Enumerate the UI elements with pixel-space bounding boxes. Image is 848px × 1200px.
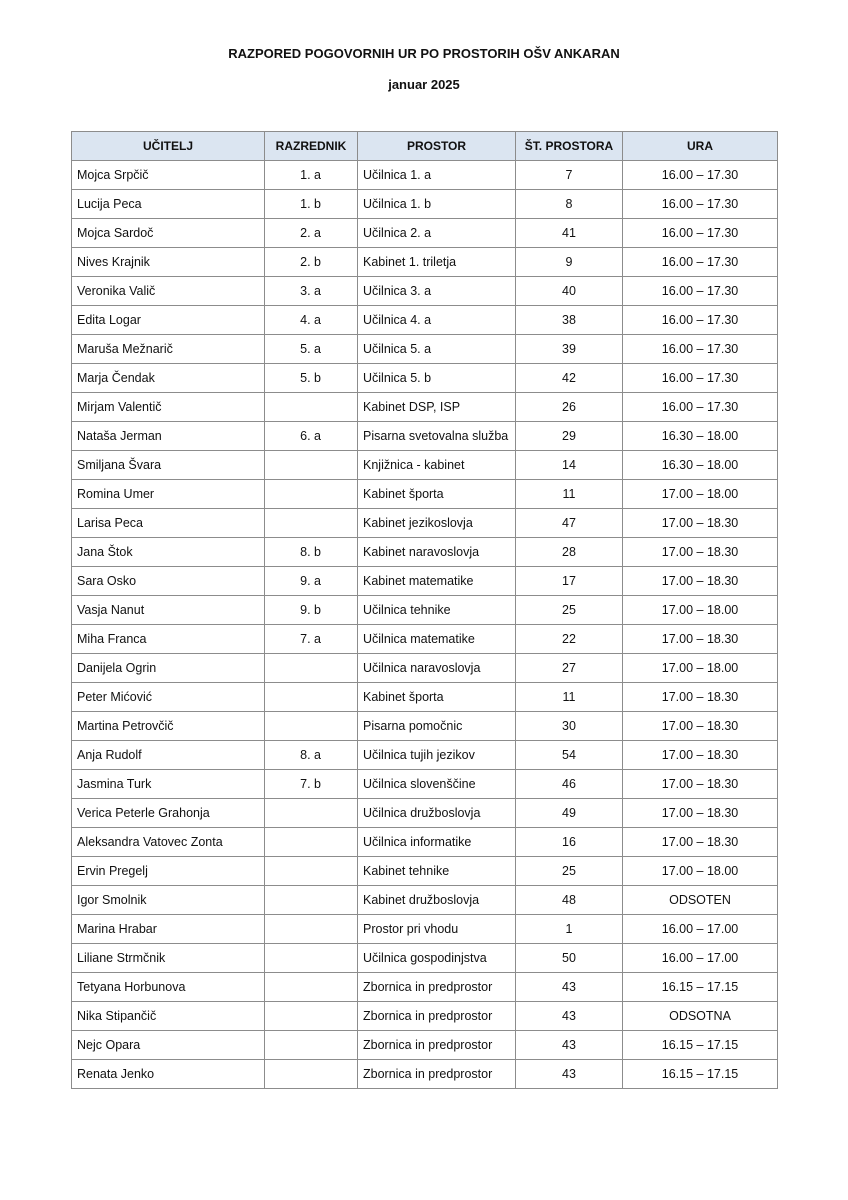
cell-room-number: 11: [516, 480, 623, 509]
cell-room: Učilnica slovenščine: [358, 770, 516, 799]
cell-class-teacher: [265, 712, 358, 741]
cell-class-teacher: 2. a: [265, 219, 358, 248]
cell-room-number: 26: [516, 393, 623, 422]
cell-teacher: Sara Osko: [72, 567, 265, 596]
cell-room-number: 41: [516, 219, 623, 248]
cell-teacher: Martina Petrovčič: [72, 712, 265, 741]
cell-time: 17.00 – 18.00: [623, 857, 778, 886]
cell-teacher: Mojca Srpčič: [72, 161, 265, 190]
cell-teacher: Marja Čendak: [72, 364, 265, 393]
cell-teacher: Jasmina Turk: [72, 770, 265, 799]
cell-teacher: Ervin Pregelj: [72, 857, 265, 886]
cell-class-teacher: [265, 1031, 358, 1060]
cell-teacher: Tetyana Horbunova: [72, 973, 265, 1002]
table-row: [72, 625, 778, 654]
col-header-time: URA: [623, 132, 778, 161]
cell-room: Učilnica 1. a: [358, 161, 516, 190]
cell-room: Kabinet družboslovja: [358, 886, 516, 915]
cell-time: 16.00 – 17.30: [623, 219, 778, 248]
table-row: [72, 393, 778, 422]
table-row: [72, 886, 778, 915]
table-row: [72, 944, 778, 973]
cell-class-teacher: 4. a: [265, 306, 358, 335]
cell-teacher: Miha Franca: [72, 625, 265, 654]
cell-class-teacher: [265, 654, 358, 683]
cell-room: Pisarna pomočnic: [358, 712, 516, 741]
col-header-class-teacher: RAZREDNIK: [265, 132, 358, 161]
cell-teacher: Aleksandra Vatovec Zonta: [72, 828, 265, 857]
table-row: [72, 1031, 778, 1060]
cell-time: 17.00 – 18.00: [623, 654, 778, 683]
cell-time: ODSOTNA: [623, 1002, 778, 1031]
cell-room-number: 11: [516, 683, 623, 712]
cell-class-teacher: [265, 915, 358, 944]
table-row: [72, 335, 778, 364]
cell-room-number: 43: [516, 1060, 623, 1089]
cell-teacher: Igor Smolnik: [72, 886, 265, 915]
cell-teacher: Smiljana Švara: [72, 451, 265, 480]
table-row: [72, 364, 778, 393]
cell-teacher: Maruša Mežnarič: [72, 335, 265, 364]
cell-teacher: Danijela Ogrin: [72, 654, 265, 683]
table-row: [72, 219, 778, 248]
cell-room-number: 46: [516, 770, 623, 799]
cell-time: 17.00 – 18.30: [623, 567, 778, 596]
cell-time: 16.00 – 17.30: [623, 248, 778, 277]
cell-room-number: 42: [516, 364, 623, 393]
table-row: [72, 538, 778, 567]
table-row: [72, 712, 778, 741]
cell-room: Pisarna svetovalna služba: [358, 422, 516, 451]
table-row: [72, 422, 778, 451]
cell-room-number: 47: [516, 509, 623, 538]
cell-class-teacher: [265, 683, 358, 712]
cell-room: Kabinet matematike: [358, 567, 516, 596]
cell-teacher: Edita Logar: [72, 306, 265, 335]
cell-time: 17.00 – 18.00: [623, 596, 778, 625]
col-header-room-number: ŠT. PROSTORA: [516, 132, 623, 161]
cell-time: 17.00 – 18.30: [623, 683, 778, 712]
cell-room: Kabinet naravoslovja: [358, 538, 516, 567]
cell-class-teacher: [265, 393, 358, 422]
cell-class-teacher: 5. a: [265, 335, 358, 364]
table-row: [72, 741, 778, 770]
cell-time: 16.00 – 17.00: [623, 944, 778, 973]
page-title: RAZPORED POGOVORNIH UR PO PROSTORIH OŠV ANKARAN: [228, 46, 620, 61]
cell-room: Učilnica 2. a: [358, 219, 516, 248]
cell-teacher: Nataša Jerman: [72, 422, 265, 451]
cell-class-teacher: [265, 799, 358, 828]
cell-teacher: Lucija Peca: [72, 190, 265, 219]
cell-room: Zbornica in predprostor: [358, 1031, 516, 1060]
cell-class-teacher: 8. b: [265, 538, 358, 567]
table-row: [72, 828, 778, 857]
cell-time: 16.15 – 17.15: [623, 1031, 778, 1060]
cell-room-number: 28: [516, 538, 623, 567]
cell-time: 16.00 – 17.30: [623, 393, 778, 422]
cell-room-number: 22: [516, 625, 623, 654]
cell-time: 16.30 – 18.00: [623, 422, 778, 451]
cell-room-number: 7: [516, 161, 623, 190]
cell-teacher: Nives Krajnik: [72, 248, 265, 277]
table-row: [72, 480, 778, 509]
cell-room-number: 16: [516, 828, 623, 857]
cell-class-teacher: [265, 451, 358, 480]
cell-class-teacher: [265, 1002, 358, 1031]
cell-class-teacher: [265, 944, 358, 973]
cell-room: Zbornica in predprostor: [358, 973, 516, 1002]
cell-room-number: 48: [516, 886, 623, 915]
table-row: [72, 161, 778, 190]
cell-teacher: Jana Štok: [72, 538, 265, 567]
cell-room: Učilnica 5. b: [358, 364, 516, 393]
cell-time: 16.00 – 17.30: [623, 190, 778, 219]
cell-room-number: 39: [516, 335, 623, 364]
cell-time: 16.00 – 17.30: [623, 277, 778, 306]
table-row: [72, 509, 778, 538]
cell-time: 17.00 – 18.30: [623, 509, 778, 538]
cell-room-number: 17: [516, 567, 623, 596]
cell-class-teacher: 9. b: [265, 596, 358, 625]
cell-time: 16.00 – 17.30: [623, 161, 778, 190]
cell-room-number: 25: [516, 857, 623, 886]
cell-class-teacher: [265, 857, 358, 886]
cell-class-teacher: [265, 480, 358, 509]
cell-class-teacher: 9. a: [265, 567, 358, 596]
table-row: [72, 799, 778, 828]
cell-room-number: 25: [516, 596, 623, 625]
cell-class-teacher: [265, 828, 358, 857]
cell-room-number: 30: [516, 712, 623, 741]
cell-room-number: 29: [516, 422, 623, 451]
col-header-teacher: UČITELJ: [72, 132, 265, 161]
cell-room: Prostor pri vhodu: [358, 915, 516, 944]
cell-teacher: Mojca Sardoč: [72, 219, 265, 248]
cell-room: Učilnica informatike: [358, 828, 516, 857]
cell-room-number: 27: [516, 654, 623, 683]
table-body: [72, 161, 778, 1089]
cell-class-teacher: [265, 509, 358, 538]
cell-room-number: 1: [516, 915, 623, 944]
table-row: [72, 1060, 778, 1089]
cell-room: Učilnica 1. b: [358, 190, 516, 219]
cell-room-number: 38: [516, 306, 623, 335]
cell-room-number: 43: [516, 1002, 623, 1031]
cell-teacher: Renata Jenko: [72, 1060, 265, 1089]
cell-room: Učilnica 3. a: [358, 277, 516, 306]
cell-room-number: 49: [516, 799, 623, 828]
cell-time: 17.00 – 18.30: [623, 741, 778, 770]
table-row: [72, 683, 778, 712]
cell-time: 16.15 – 17.15: [623, 973, 778, 1002]
table-row: [72, 857, 778, 886]
cell-teacher: Anja Rudolf: [72, 741, 265, 770]
col-header-room: PROSTOR: [358, 132, 516, 161]
table-row: [72, 190, 778, 219]
cell-room-number: 14: [516, 451, 623, 480]
cell-time: 17.00 – 18.30: [623, 799, 778, 828]
cell-room-number: 40: [516, 277, 623, 306]
cell-time: 16.00 – 17.00: [623, 915, 778, 944]
cell-room: Kabinet 1. triletja: [358, 248, 516, 277]
cell-room: Učilnica tehnike: [358, 596, 516, 625]
cell-time: 17.00 – 18.30: [623, 828, 778, 857]
table-row: [72, 770, 778, 799]
cell-room: Učilnica matematike: [358, 625, 516, 654]
cell-room-number: 9: [516, 248, 623, 277]
cell-room: Kabinet športa: [358, 480, 516, 509]
cell-class-teacher: 7. b: [265, 770, 358, 799]
table-row: [72, 596, 778, 625]
cell-room: Učilnica gospodinjstva: [358, 944, 516, 973]
cell-class-teacher: 1. a: [265, 161, 358, 190]
cell-teacher: Peter Mićović: [72, 683, 265, 712]
cell-class-teacher: [265, 973, 358, 1002]
cell-teacher: Veronika Valič: [72, 277, 265, 306]
table-row: [72, 306, 778, 335]
cell-class-teacher: 3. a: [265, 277, 358, 306]
cell-teacher: Romina Umer: [72, 480, 265, 509]
table-row: [72, 277, 778, 306]
cell-time: 16.15 – 17.15: [623, 1060, 778, 1089]
cell-room: Kabinet tehnike: [358, 857, 516, 886]
table-row: [72, 567, 778, 596]
cell-class-teacher: 7. a: [265, 625, 358, 654]
cell-room-number: 8: [516, 190, 623, 219]
cell-room-number: 43: [516, 973, 623, 1002]
cell-teacher: Verica Peterle Grahonja: [72, 799, 265, 828]
cell-time: 17.00 – 18.30: [623, 712, 778, 741]
table-row: [72, 451, 778, 480]
table-header-row: [72, 132, 778, 161]
cell-room-number: 50: [516, 944, 623, 973]
cell-class-teacher: [265, 1060, 358, 1089]
cell-time: ODSOTEN: [623, 886, 778, 915]
cell-time: 17.00 – 18.00: [623, 480, 778, 509]
cell-teacher: Vasja Nanut: [72, 596, 265, 625]
table-row: [72, 248, 778, 277]
cell-teacher: Liliane Strmčnik: [72, 944, 265, 973]
cell-room-number: 54: [516, 741, 623, 770]
cell-room: Zbornica in predprostor: [358, 1060, 516, 1089]
cell-room: Učilnica 5. a: [358, 335, 516, 364]
cell-time: 17.00 – 18.30: [623, 770, 778, 799]
cell-time: 16.00 – 17.30: [623, 335, 778, 364]
cell-teacher: Nika Stipančič: [72, 1002, 265, 1031]
table-row: [72, 654, 778, 683]
table-row: [72, 1002, 778, 1031]
page-subtitle: januar 2025: [388, 77, 460, 92]
cell-time: 16.00 – 17.30: [623, 364, 778, 393]
cell-time: 17.00 – 18.30: [623, 625, 778, 654]
cell-room: Kabinet športa: [358, 683, 516, 712]
cell-class-teacher: 8. a: [265, 741, 358, 770]
cell-room: Kabinet DSP, ISP: [358, 393, 516, 422]
cell-class-teacher: [265, 886, 358, 915]
cell-room: Učilnica 4. a: [358, 306, 516, 335]
cell-teacher: Marina Hrabar: [72, 915, 265, 944]
cell-teacher: Mirjam Valentič: [72, 393, 265, 422]
cell-time: 16.30 – 18.00: [623, 451, 778, 480]
cell-class-teacher: 2. b: [265, 248, 358, 277]
cell-class-teacher: 1. b: [265, 190, 358, 219]
cell-room: Kabinet jezikoslovja: [358, 509, 516, 538]
table-row: [72, 915, 778, 944]
cell-class-teacher: 5. b: [265, 364, 358, 393]
cell-room: Učilnica družboslovja: [358, 799, 516, 828]
table-row: [72, 973, 778, 1002]
cell-class-teacher: 6. a: [265, 422, 358, 451]
cell-room: Knjižnica - kabinet: [358, 451, 516, 480]
cell-room-number: 43: [516, 1031, 623, 1060]
schedule-table: [71, 131, 778, 1089]
cell-time: 16.00 – 17.30: [623, 306, 778, 335]
cell-room: Učilnica tujih jezikov: [358, 741, 516, 770]
cell-room: Zbornica in predprostor: [358, 1002, 516, 1031]
cell-teacher: Nejc Opara: [72, 1031, 265, 1060]
cell-teacher: Larisa Peca: [72, 509, 265, 538]
cell-room: Učilnica naravoslovja: [358, 654, 516, 683]
cell-time: 17.00 – 18.30: [623, 538, 778, 567]
